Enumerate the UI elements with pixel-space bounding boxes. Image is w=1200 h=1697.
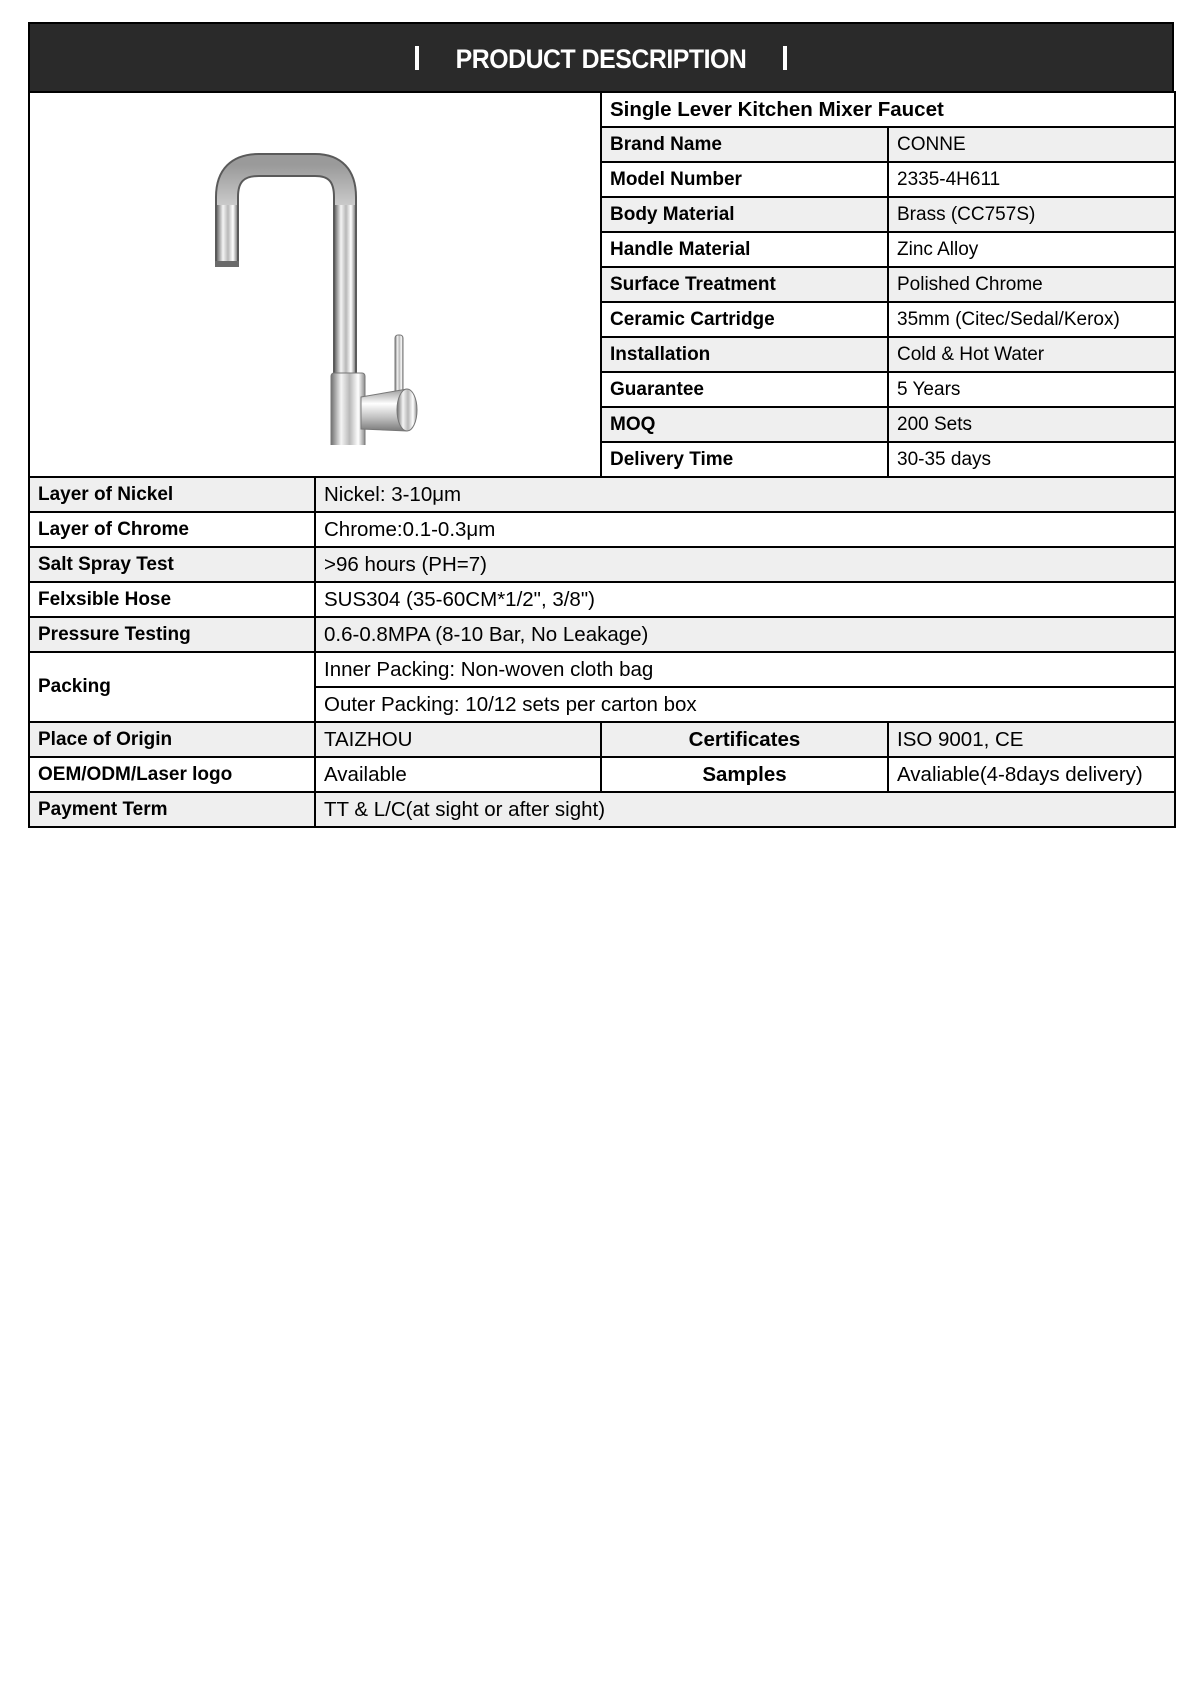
- spec-value-delivery: 30-35 days: [888, 442, 1175, 477]
- spec-label-brand: Brand Name: [601, 127, 888, 162]
- detail-label-chrome: Layer of Chrome: [29, 512, 315, 547]
- detail-value-samples: Avaliable(4-8days delivery): [888, 757, 1175, 792]
- detail-label-hose: Felxsible Hose: [29, 582, 315, 617]
- detail-value-salt: >96 hours (PH=7): [315, 547, 1175, 582]
- spec-value-handle-material: Zinc Alloy: [888, 232, 1175, 267]
- spec-value-moq: 200 Sets: [888, 407, 1175, 442]
- detail-value-origin: TAIZHOU: [315, 722, 601, 757]
- spec-label-delivery: Delivery Time: [601, 442, 888, 477]
- detail-value-outer-packing: Outer Packing: 10/12 sets per carton box: [315, 687, 1175, 722]
- spec-label-cartridge: Ceramic Cartridge: [601, 302, 888, 337]
- spec-value-model: 2335-4H611: [888, 162, 1175, 197]
- detail-value-inner-packing: Inner Packing: Non-woven cloth bag: [315, 652, 1175, 687]
- product-sheet: [28, 22, 1174, 828]
- detail-label-oem: OEM/ODM/Laser logo: [29, 757, 315, 792]
- detail-value-certificates: ISO 9001, CE: [888, 722, 1175, 757]
- detail-label-pressure: Pressure Testing: [29, 617, 315, 652]
- spec-label-moq: MOQ: [601, 407, 888, 442]
- header-banner: [28, 22, 1174, 91]
- page-title: PRODUCT DESCRIPTION: [455, 44, 747, 74]
- spec-label-model: Model Number: [601, 162, 888, 197]
- detail-value-oem: Available: [315, 757, 601, 792]
- detail-label-payment: Payment Term: [29, 792, 315, 827]
- banner-bar-left: [415, 46, 419, 70]
- detail-value-hose: SUS304 (35-60CM*1/2", 3/8"): [315, 582, 1175, 617]
- spec-value-surface: Polished Chrome: [888, 267, 1175, 302]
- detail-label-certificates: Certificates: [601, 722, 888, 757]
- product-title: Single Lever Kitchen Mixer Faucet: [601, 92, 1175, 127]
- detail-label-samples: Samples: [601, 757, 888, 792]
- spec-label-surface: Surface Treatment: [601, 267, 888, 302]
- spec-value-body-material: Brass (CC757S): [888, 197, 1175, 232]
- spec-label-installation: Installation: [601, 337, 888, 372]
- kitchen-faucet-icon: [185, 125, 445, 445]
- detail-label-nickel: Layer of Nickel: [29, 477, 315, 512]
- detail-value-pressure: 0.6-0.8MPA (8-10 Bar, No Leakage): [315, 617, 1175, 652]
- spec-label-handle-material: Handle Material: [601, 232, 888, 267]
- detail-label-packing: Packing: [29, 652, 315, 722]
- spec-table: [28, 91, 1176, 828]
- spec-label-body-material: Body Material: [601, 197, 888, 232]
- detail-value-nickel: Nickel: 3-10μm: [315, 477, 1175, 512]
- spec-value-cartridge: 35mm (Citec/Sedal/Kerox): [888, 302, 1175, 337]
- detail-label-origin: Place of Origin: [29, 722, 315, 757]
- detail-value-chrome: Chrome:0.1-0.3μm: [315, 512, 1175, 547]
- spec-value-brand: CONNE: [888, 127, 1175, 162]
- spec-value-installation: Cold & Hot Water: [888, 337, 1175, 372]
- detail-label-salt: Salt Spray Test: [29, 547, 315, 582]
- banner-bar-right: [783, 46, 787, 70]
- product-image-cell: [29, 92, 601, 477]
- spec-value-guarantee: 5 Years: [888, 372, 1175, 407]
- detail-value-payment: TT & L/C(at sight or after sight): [315, 792, 1175, 827]
- spec-label-guarantee: Guarantee: [601, 372, 888, 407]
